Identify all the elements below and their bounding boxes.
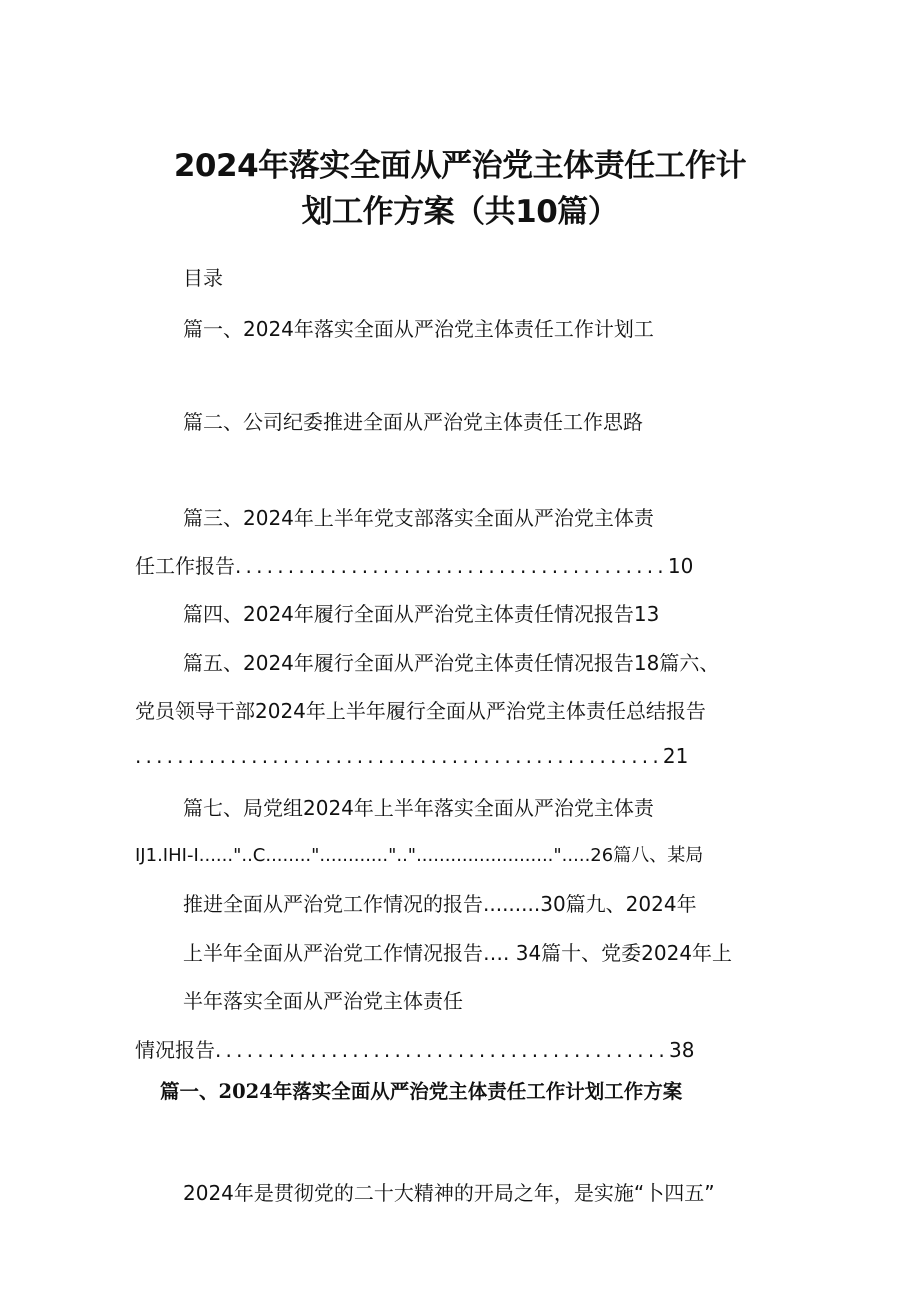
toc-entry-9: 上半年全面从严治党工作情况报告…. 34篇十、党委2024年上: [183, 941, 733, 965]
toc-entry-3: 篇三、2024年上半年党支部落实全面从严治党主体责: [183, 506, 654, 530]
toc-entry-4: 篇四、2024年履行全面从严治党主体责任情况报告13: [183, 602, 660, 626]
toc-entry-7-garbled: IJ1.IHI-I......"..C........"............".."........................".....26篇八、某局: [135, 845, 704, 866]
toc-entry-3-continued: [135, 550, 693, 579]
toc-page-number: 10: [667, 554, 694, 578]
toc-entry-2: 篇二、公司纪委推进全面从严治党主体责任工作思路: [183, 410, 643, 434]
toc-entry-8: 推进全面从严治党工作情况的报告.........30篇九、2024年: [183, 892, 697, 916]
toc-entry-5: 篇五、2024年履行全面从严治党主体责任情况报告18篇六、: [183, 651, 720, 675]
document-title-line-1: 2024年落实全面从严治党主体责任工作计: [173, 148, 747, 184]
toc-page-number: 38: [668, 1038, 695, 1062]
document-title-line-2: 划工作方案（共10篇）: [301, 194, 619, 230]
toc-heading: 目录: [183, 266, 223, 290]
toc-entry-10: 半年落实全面从严治党主体责任: [183, 989, 463, 1013]
toc-entry-7: 篇七、局党组2024年上半年落实全面从严治党主体责: [183, 796, 654, 820]
toc-leader-dots: ...........................................: [215, 1038, 669, 1062]
toc-leader-dots: ..................................................: [135, 744, 663, 768]
toc-entry-1: 篇一、2024年落实全面从严治党主体责任工作计划工: [183, 317, 654, 341]
toc-entry-6-leader: [135, 744, 688, 768]
toc-leader-dots: .........................................: [235, 554, 668, 578]
toc-entry-6: 党员领导干部2024年上半年履行全面从严治党主体责任总结报告: [135, 699, 706, 723]
toc-entry-text: 任工作报告: [135, 554, 235, 578]
toc-entry-10-continued: [135, 1034, 694, 1063]
toc-entry-text: 情况报告: [135, 1038, 215, 1062]
toc-page-number: 21: [662, 744, 689, 768]
body-paragraph-line-1: 2024年是贯彻党的二十大精神的开局之年，是实施“卜四五”: [183, 1181, 715, 1205]
section-heading: 篇一、2024年落实全面从严治党主体责任工作计划工作方案: [160, 1080, 683, 1103]
